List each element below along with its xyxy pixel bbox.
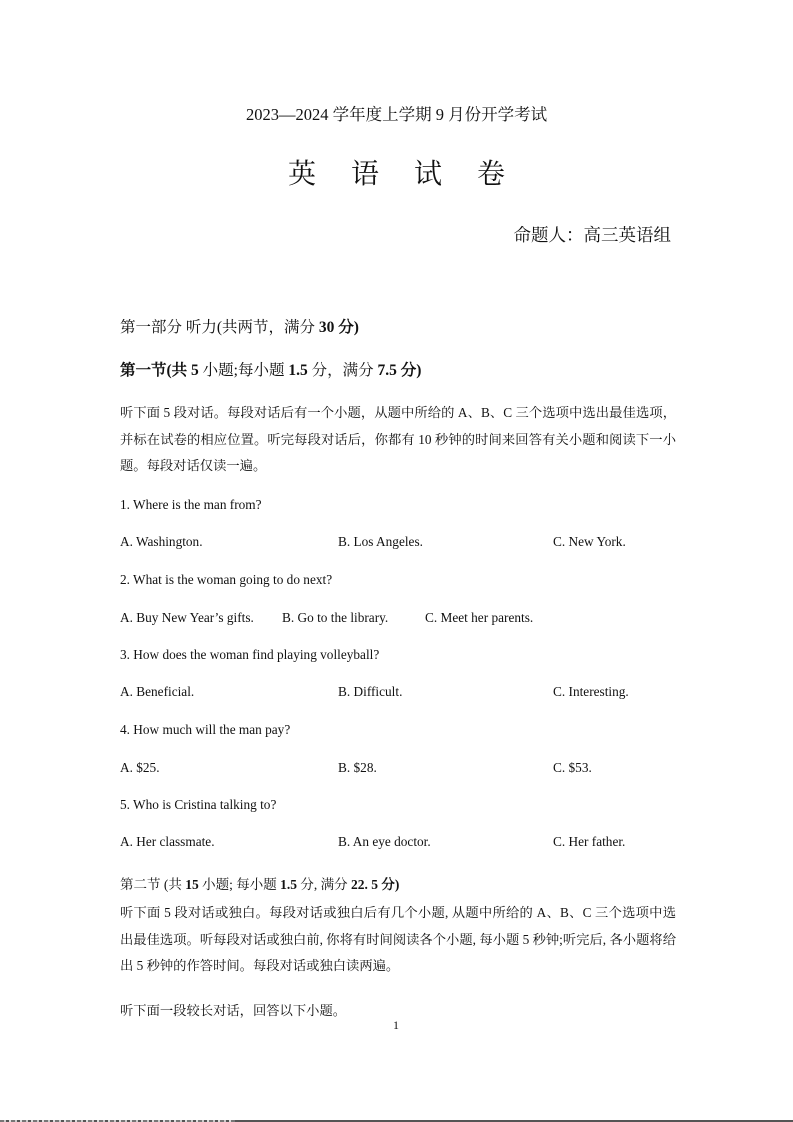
option-c: C. New York. <box>553 534 626 549</box>
sub-instruction: 听下面一段较长对话，回答以下小题。 <box>120 1003 347 1018</box>
option-b: B. Difficult. <box>338 684 403 699</box>
section1-heading <box>120 358 421 380</box>
question-stem: 4. How much will the man pay? <box>120 722 291 737</box>
option-a: A. Her classmate. <box>120 834 215 849</box>
section1-heading-part: 第一节(共 <box>120 362 192 379</box>
section2-heading <box>120 873 399 893</box>
option-c: C. Meet her parents. <box>425 610 534 625</box>
question-stem: 2. What is the woman going to do next? <box>120 572 333 587</box>
section1-heading-count: 5 <box>191 362 199 379</box>
option-b: B. $28. <box>338 760 377 775</box>
section1-heading-each: 1.5 <box>288 362 308 379</box>
section1-instructions: 听下面 5 段对话。每段对话后有一个小题，从题中所给的 A、B、C 三个选项中选出最佳选项，并标在试卷的相应位置。听完每段对话后，你都有 10 秒钟的时间来回答有关小题和阅读下一小题。每段对话仅读一遍。 <box>120 405 676 473</box>
section2-instructions: 听下面 5 段对话或独白。每段对话或独白后有几个小题, 从题中所给的 A、B、C 三个选项中选出最佳选项。听每段对话或独白前, 你将有时间阅读各个小题, 每小题 5 秒钟;听完后, 各小题将给出 5 秒钟的作答时间。每段对话或独白读两遍。 <box>120 905 676 973</box>
option-a: A. $25. <box>120 760 160 775</box>
part1-heading-prefix: 第一部分 听力(共两节，满分 <box>120 319 319 336</box>
part1-heading-suffix: 分) <box>334 319 359 336</box>
author-line: 命题人：高三英语组 <box>513 225 671 245</box>
option-c: C. $53. <box>553 760 592 775</box>
option-a: A. Buy New Year’s gifts. <box>120 610 254 625</box>
exam-name: 2023—2024 学年度上学期 9 月份开学考试 <box>245 105 548 124</box>
section2-heading-each: 1.5 <box>280 877 298 892</box>
section2-heading-part: 分, 满分 <box>297 877 352 892</box>
section2-heading-total: 22. 5 <box>351 877 379 892</box>
option-b: B. Go to the library. <box>282 610 389 625</box>
section1-heading-part: 小题;每小题 <box>198 362 289 379</box>
section2-heading-count: 15 <box>185 877 199 892</box>
section2-heading-part: 第二节 (共 <box>120 877 186 892</box>
exam-title: 英 语 试 卷 <box>287 159 519 190</box>
section1-heading-part: 分) <box>396 362 422 379</box>
option-c: C. Interesting. <box>553 684 629 699</box>
option-b: B. Los Angeles. <box>338 534 423 549</box>
option-c: C. Her father. <box>553 834 626 849</box>
option-b: B. An eye doctor. <box>338 834 431 849</box>
part1-heading <box>120 315 359 337</box>
question-stem: 3. How does the woman find playing volleyball? <box>120 647 380 662</box>
section2-heading-part: 小题; 每小题 <box>198 877 281 892</box>
page-number: 1 <box>393 1018 399 1032</box>
option-a: A. Washington. <box>120 534 203 549</box>
section2-heading-part: 分) <box>378 877 400 892</box>
section1-heading-total: 7.5 <box>377 362 397 379</box>
part1-heading-score: 30 <box>318 319 335 336</box>
section1-heading-part: 分，满分 <box>307 362 378 379</box>
question-stem: 1. Where is the man from? <box>120 497 262 512</box>
question-stem: 5. Who is Cristina talking to? <box>120 797 277 812</box>
option-a: A. Beneficial. <box>120 684 195 699</box>
